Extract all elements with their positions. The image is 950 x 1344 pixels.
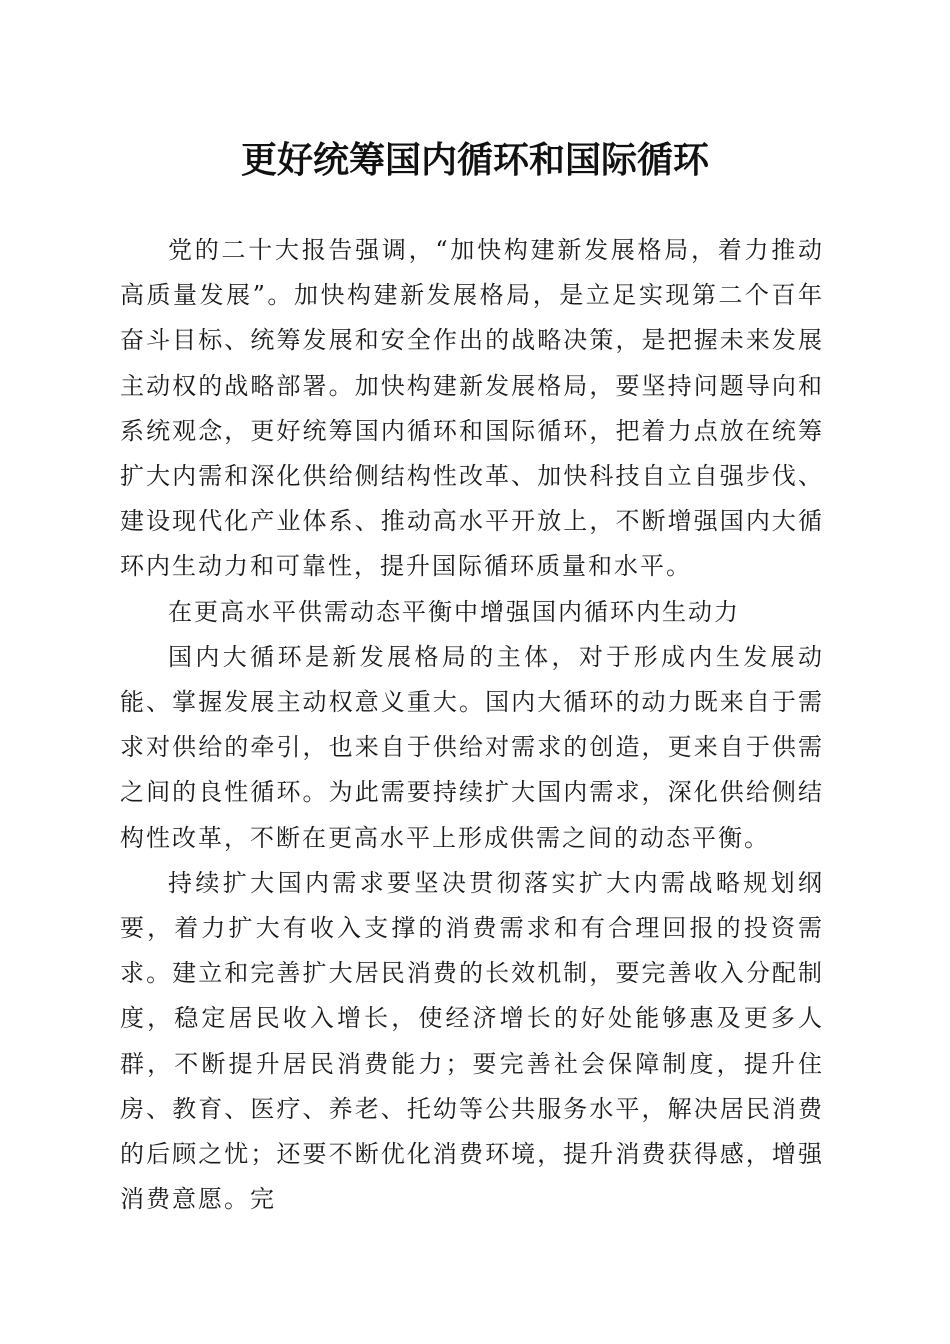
document-title: 更好统筹国内循环和国际循环: [240, 139, 709, 181]
paragraph-intro: 党的二十大报告强调，“加快构建新发展格局，着力推动高质量发展”。加快构建新发展格局，是立足实现第二个百年奋斗目标、统筹发展和安全作出的战略决策，是把握未来发展主动权的战略部署。加快构建新发展格局，要坚持问题导向和系统观念，更好统筹国内循环和国际循环，把着力点放在统筹扩大内需和深化供给侧结构性改革、加快科技自立自强步伐、建设现代化产业体系、推动高水平开放上，不断增强国内大循环内生动力和可靠性，提升国际循环质量和水平。: [120, 236, 824, 581]
document-body: [120, 228, 824, 1222]
paragraph-expand-demand: 持续扩大国内需求要坚决贯彻落实扩大内需战略规划纲要，着力扩大有收入支撑的消费需求和有合理回报的投资需求。建立和完善扩大居民消费的长效机制，要完善收入分配制度，稳定居民收入增长，使经济增长的好处能够惠及更多人群，不断提升居民消费能力；要完善社会保障制度，提升住房、教育、医疗、养老、托幼等公共服务水平，解决居民消费的后顾之忧；还要不断优化消费环境，提升消费获得感，增强消费意愿。完: [120, 868, 824, 1214]
section-heading: 在更高水平供需动态平衡中增强国内循环内生动力: [168, 597, 740, 626]
paragraph-domestic-circulation: 国内大循环是新发展格局的主体，对于形成内生发展动能、掌握发展主动权意义重大。国内大循环的动力既来自于需求对供给的牵引，也来自于供给对需求的创造，更来自于供需之间的良性循环。为此需要持续扩大国内需求，深化供给侧结构性改革，不断在更高水平上形成供需之间的动态平衡。: [120, 642, 824, 852]
